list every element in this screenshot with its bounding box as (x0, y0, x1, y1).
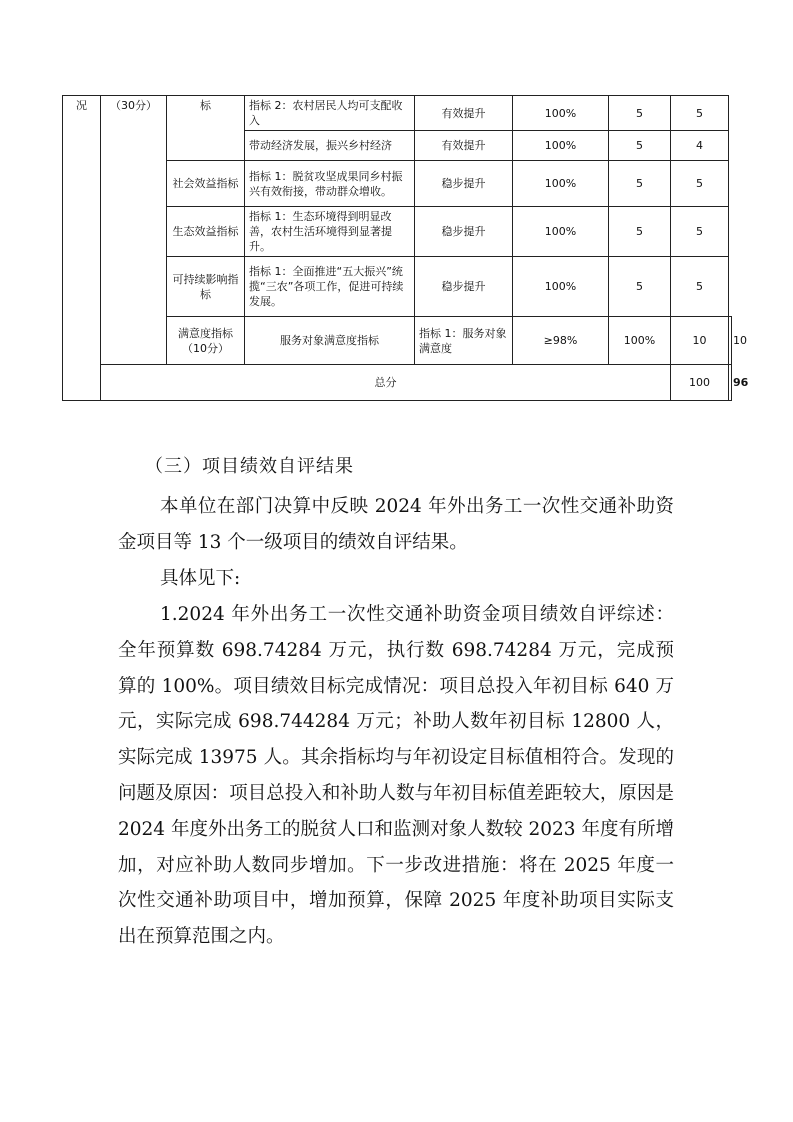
desc-cell: 带动经济发展，振兴乡村经济 (245, 131, 415, 161)
rate-cell: 100% (513, 207, 609, 257)
sub-indicator-cell: 社会效益指标 (167, 161, 245, 207)
weight-cell: 10 (671, 317, 729, 365)
target-cell: 有效提升 (415, 131, 513, 161)
target-cell: 稳步提升 (415, 257, 513, 317)
paragraph-summary: 本单位在部门决算中反映 2024 年外出务工一次性交通补助资金项目等 13 个一级项目的绩效自评结果。 (118, 496, 674, 553)
score-cell: 5 (671, 207, 729, 257)
score-cell: 5 (671, 96, 729, 131)
target-cell: 稳步提升 (415, 161, 513, 207)
target-cell: ≥98% (513, 317, 609, 365)
weight-cell: 5 (609, 161, 671, 207)
left-header-cell: 况 (63, 96, 101, 401)
score-cell: 10 (729, 317, 732, 365)
weight-cell: 5 (609, 96, 671, 131)
table-row (63, 96, 732, 131)
performance-table (62, 95, 749, 401)
weight-cell: 5 (609, 131, 671, 161)
score-cell: 4 (671, 131, 729, 161)
rate-cell: 100% (513, 96, 609, 131)
desc-cell: 指标 1：脱贫攻坚成果同乡村振兴有效衔接，带动群众增收。 (245, 161, 415, 207)
sub-indicator-cell: 可持续影响指标 (167, 257, 245, 317)
indicator-cont-cell: 标 (167, 96, 245, 161)
sub-indicator-cell: 服务对象满意度指标 (245, 317, 415, 365)
sub-indicator-cell: 生态效益指标 (167, 207, 245, 257)
group-score-cell: （30分） (101, 96, 167, 365)
desc-cell: 指标 1：全面推进“五大振兴”统揽“三农”各项工作，促进可持续发展。 (245, 257, 415, 317)
total-weight: 100 (671, 365, 729, 401)
total-row (63, 365, 732, 401)
rate-cell: 100% (513, 257, 609, 317)
rate-cell: 100% (513, 161, 609, 207)
section-heading: （三）项目绩效自评结果 (145, 456, 354, 477)
satisfaction-group-cell: 满意度指标（10分） (167, 317, 245, 365)
total-score: 96 (729, 365, 732, 401)
score-cell: 5 (671, 257, 729, 317)
rate-cell: 100% (513, 131, 609, 161)
score-cell: 5 (671, 161, 729, 207)
target-cell: 有效提升 (415, 96, 513, 131)
weight-cell: 5 (609, 257, 671, 317)
total-label: 总分 (101, 365, 671, 401)
desc-cell: 指标 1：服务对象满意度 (415, 317, 513, 365)
paragraph-intro: 具体见下: (160, 568, 241, 589)
target-cell: 稳步提升 (415, 207, 513, 257)
rate-cell: 100% (609, 317, 671, 365)
desc-cell: 指标 1：生态环境得到明显改善，农村生活环境得到显著提升。 (245, 207, 415, 257)
paragraph-detail: 1.2024 年外出务工一次性交通补助资金项目绩效自评综述：全年预算数 698.74284 万元，执行数 698.74284 万元，完成预算的 100%。项目绩效目标完成情况：项目总投入年初目标 640 万元，实际完成 698.744284 万元；补助人数年初目标 12800 人，实际完成 13975 人。其余指标均与年初设定目标值相符合。发现的问题及原因：项目总投入和补助人数与年初目标值差距较大，原因是 2024 年度外出务工的脱贫人口和监测对象人数较 2023 年度有所增加，对应补助人数同步增加。下一步改进措施：将在 2025 年度一次性交通补助项目中，增加预算，保障 2025 年度补助项目实际支出在预算范围之内。 (118, 604, 674, 948)
weight-cell: 5 (609, 207, 671, 257)
desc-cell: 指标 2：农村居民人均可支配收入 (245, 96, 415, 131)
